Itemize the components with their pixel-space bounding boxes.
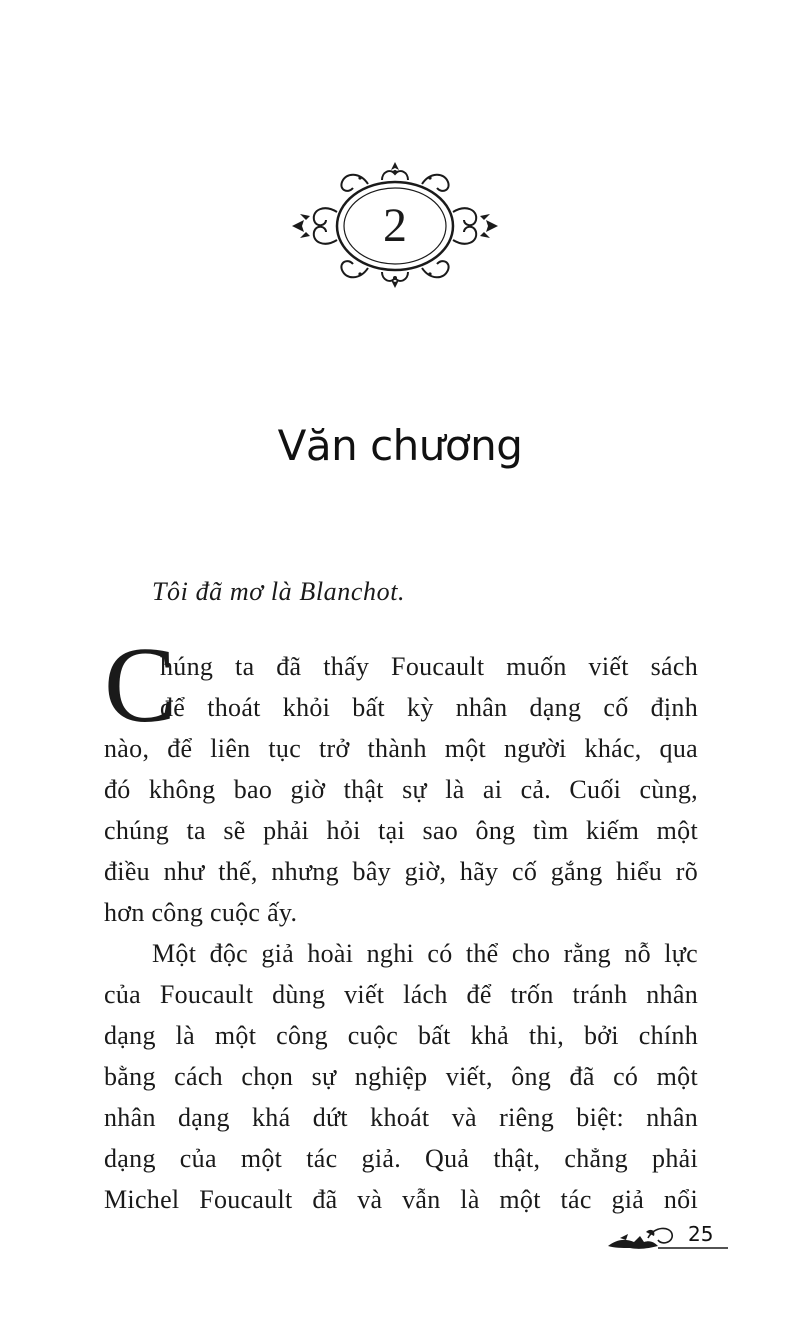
chapter-title: Văn chương xyxy=(277,421,523,470)
paragraph-1 xyxy=(104,646,698,933)
text-line: chúng ta sẽ phải hỏi tại sao ông tìm kiếm một xyxy=(104,816,698,845)
text-line: bằng cách chọn sự nghiệp viết, ông đã có một xyxy=(104,1062,698,1091)
page-number: 25 xyxy=(688,1222,714,1246)
body-text xyxy=(104,646,698,1220)
text-line: nào, để liên tục trở thành một người khác, qua xyxy=(104,734,698,763)
text-line: dạng của một tác giả. Quả thật, chẳng phải xyxy=(104,1144,698,1173)
chapter-number: 2 xyxy=(383,199,407,252)
text-line: Một độc giả hoài nghi có thể cho rằng nỗ lực xyxy=(152,939,698,968)
text-line: Michel Foucault đã và vẫn là một tác giả nổi xyxy=(104,1185,698,1214)
text-line: điều như thế, nhưng bây giờ, hãy cố gắng hiểu rõ xyxy=(104,857,698,886)
text-line: đó không bao giờ thật sự là ai cả. Cuối cùng, xyxy=(104,775,698,804)
text-line: để thoát khỏi bất kỳ nhân dạng cố định xyxy=(160,693,698,722)
epigraph: Tôi đã mơ là Blanchot. xyxy=(152,577,406,606)
text-line: của Foucault dùng viết lách để trốn tránh nhân xyxy=(104,980,698,1009)
text-line: húng ta đã thấy Foucault muốn viết sách xyxy=(160,652,698,681)
text-line: nhân dạng khá dứt khoát và riêng biệt: nhân xyxy=(104,1103,698,1132)
drop-cap: C xyxy=(104,626,177,745)
paragraph-2 xyxy=(104,933,698,1220)
text-line: dạng là một công cuộc bất khả thi, bởi chính xyxy=(104,1021,698,1050)
text-line: hơn công cuộc ấy. xyxy=(104,898,298,927)
